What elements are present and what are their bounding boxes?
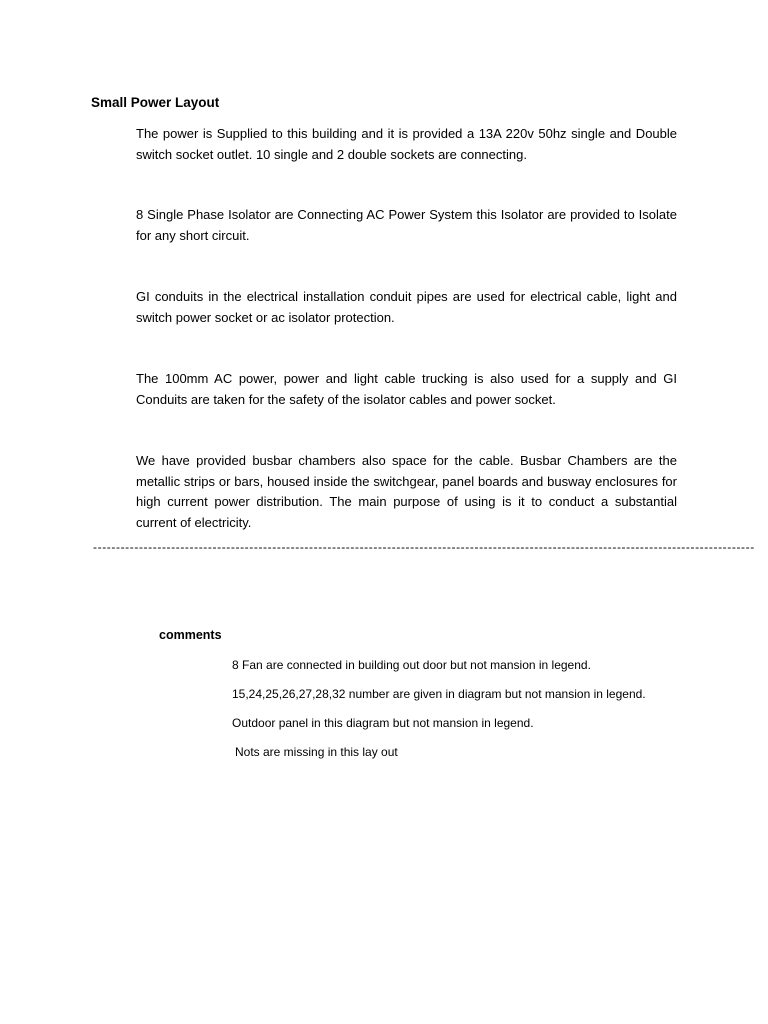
comment-item: Nots are missing in this lay out xyxy=(235,745,398,759)
paragraph-isolators: 8 Single Phase Isolator are Connecting AC Power System this Isolator are provided to Isolate for any short circuit. xyxy=(136,207,677,243)
page-title: Small Power Layout xyxy=(91,95,220,110)
comments-heading: comments xyxy=(159,628,222,642)
comment-item: 15,24,25,26,27,28,32 number are given in diagram but not mansion in legend. xyxy=(232,687,646,701)
paragraph-socket-outlets: The power is Supplied to this building and it is provided a 13A 220v 50hz single and Double switch socket outlet. 10 single and 2 double sockets are connecting. xyxy=(136,126,677,162)
comment-item: 8 Fan are connected in building out door but not mansion in legend. xyxy=(232,658,591,672)
paragraph-cable-trucking: The 100mm AC power, power and light cable trucking is also used for a supply and GI Conduits are taken for the safety of the isolator cables and power socket. xyxy=(136,371,677,407)
dashed-divider: ------------------------------------------------------------------------------------------------------------------------------------------------ xyxy=(93,540,755,554)
paragraph-busbar-chambers: We have provided busbar chambers also space for the cable. Busbar Chambers are the metallic strips or bars, housed inside the switchgear, panel boards and busway enclosures for high current power distribution. The main purpose of using is it to conduct a substantial current of electricity. xyxy=(136,453,677,530)
comment-item: Outdoor panel in this diagram but not mansion in legend. xyxy=(232,716,534,730)
paragraph-gi-conduits: GI conduits in the electrical installation conduit pipes are used for electrical cable, light and switch power socket or ac isolator protection. xyxy=(136,289,677,325)
